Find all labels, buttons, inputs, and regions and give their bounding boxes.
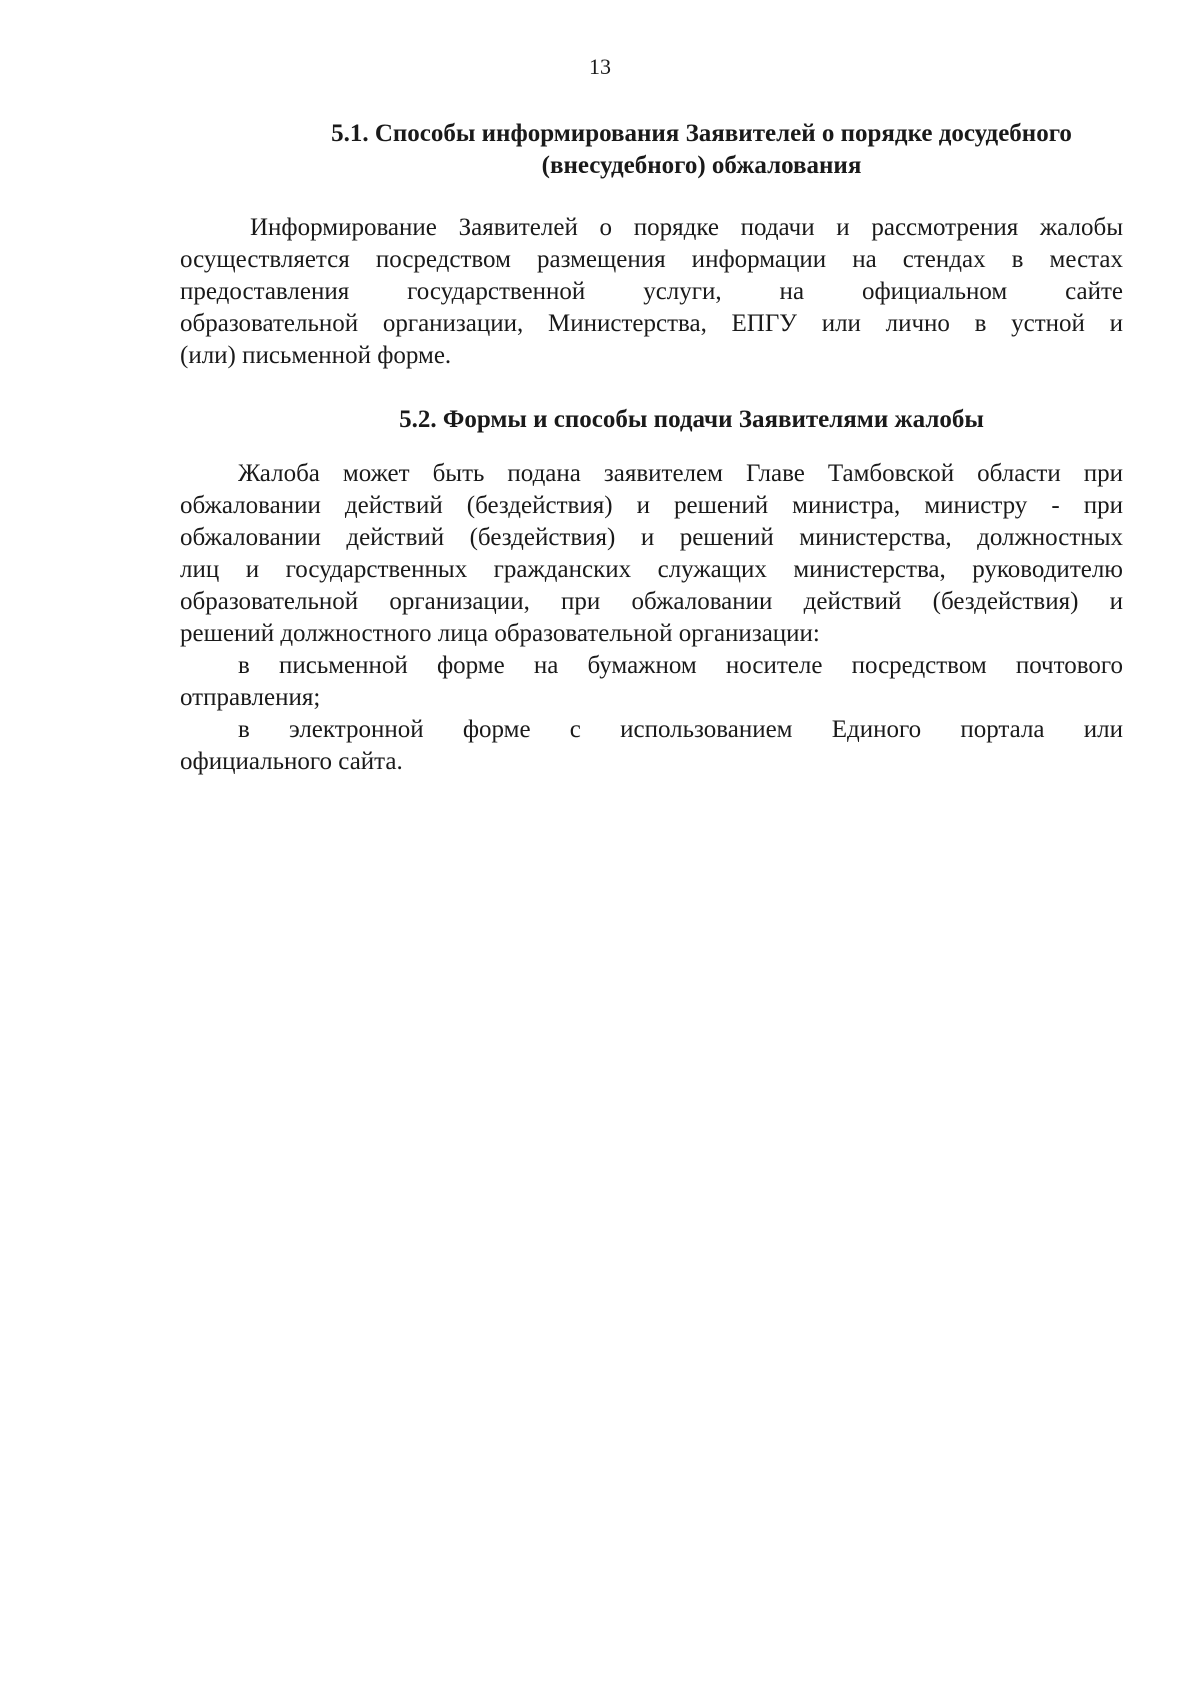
paragraph-line: образовательной организации, Министерства, ЕПГУ или лично в устной и <box>180 310 1123 337</box>
paragraph-line: обжаловании действий (бездействия) и решений министра, министру - при <box>180 492 1123 519</box>
paragraph-line: (или) письменной форме. <box>180 342 452 369</box>
paragraph-line: в электронной форме с использованием Единого портала или <box>238 716 1123 743</box>
section-heading-5-1-line-1: 5.1. Способы информирования Заявителей о порядке досудебного <box>331 120 1072 147</box>
paragraph-line: лиц и государственных гражданских служащих министерства, руководителю <box>180 556 1123 583</box>
paragraph-line: в письменной форме на бумажном носителе посредством почтового <box>238 652 1123 679</box>
section-heading-5-1-line-2: (внесудебного) обжалования <box>541 152 862 179</box>
document-body <box>180 118 1123 778</box>
section-5-2-paragraph-1 <box>180 458 1123 650</box>
section-heading-5-2: 5.2. Формы и способы подачи Заявителями жалобы <box>399 406 984 433</box>
section-5-2-paragraph-2 <box>180 650 1123 714</box>
page-number: 13 <box>589 54 611 79</box>
paragraph-line: официального сайта. <box>180 748 403 775</box>
paragraph-line: Информирование Заявителей о порядке подачи и рассмотрения жалобы <box>250 214 1123 241</box>
paragraph-line: осуществляется посредством размещения информации на стендах в местах <box>180 246 1123 273</box>
paragraph-line: Жалоба может быть подана заявителем Главе Тамбовской области при <box>238 460 1123 487</box>
paragraph-line: образовательной организации, при обжаловании действий (бездействия) и <box>180 588 1123 615</box>
section-5-1-paragraph <box>180 212 1123 372</box>
paragraph-line: отправления; <box>180 684 321 711</box>
paragraph-line: решений должностного лица образовательной организации: <box>180 620 820 647</box>
paragraph-line: предоставления государственной услуги, на официальном сайте <box>180 278 1123 305</box>
paragraph-line: обжаловании действий (бездействия) и решений министерства, должностных <box>180 524 1123 551</box>
section-heading-5-1 <box>180 118 1123 182</box>
section-5-2-paragraph-3 <box>180 714 1123 778</box>
